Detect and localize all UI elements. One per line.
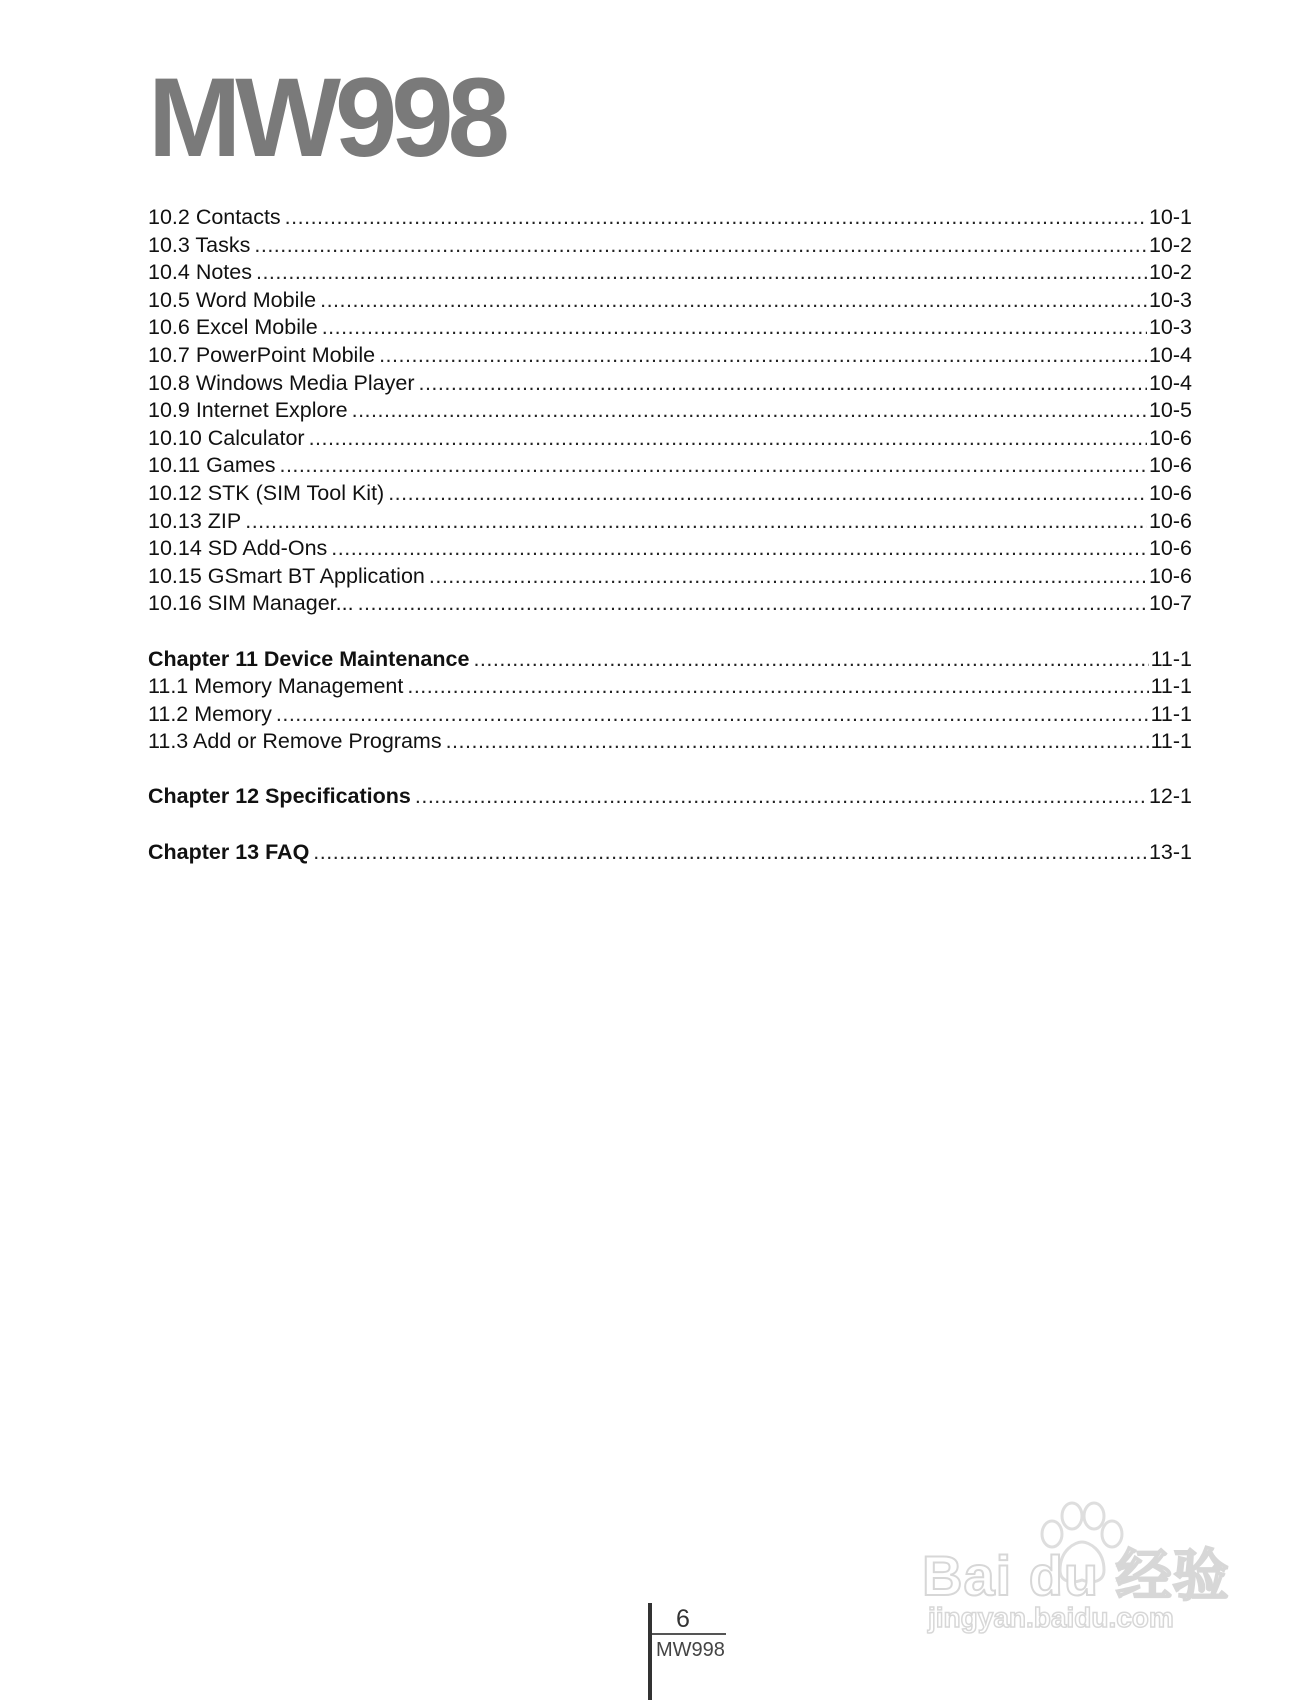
toc-entry (148, 452, 1192, 480)
toc-entry-page: 13-1 (1148, 839, 1192, 864)
toc-entry (148, 287, 1192, 315)
toc-entry-page: 11-1 (1150, 729, 1192, 754)
toc-leader-dots (313, 839, 1147, 867)
toc-entry-label: 10.4 Notes (148, 260, 252, 285)
toc-leader-dots (331, 535, 1147, 563)
toc-leader-dots (446, 728, 1149, 756)
toc-leader-dots (254, 232, 1147, 260)
toc-leader-dots (285, 204, 1147, 232)
toc-entry (148, 701, 1192, 729)
toc-entry-label: Chapter 12 Specifications (148, 784, 411, 809)
toc-entry (148, 397, 1192, 425)
toc-entry (148, 314, 1192, 342)
toc-leader-dots (276, 701, 1149, 729)
toc-entry-label: 10.7 PowerPoint Mobile (148, 342, 376, 367)
toc-entry-label: 10.11 Games (148, 453, 276, 478)
toc-entry-page: 10-3 (1148, 287, 1192, 312)
footer-model-name: MW998 (656, 1639, 725, 1661)
toc-entry (148, 590, 1192, 618)
toc-entry-page: 10-5 (1148, 398, 1192, 423)
toc-entry-page: 10-4 (1148, 370, 1192, 395)
toc-entry-page: 10-6 (1148, 425, 1192, 450)
footer-divider (648, 1603, 652, 1700)
toc-entry-page: 10-6 (1148, 480, 1192, 505)
toc-entry-page: 10-2 (1148, 260, 1192, 285)
toc-leader-dots (245, 508, 1147, 536)
toc-entry-page: 10-6 (1148, 563, 1192, 588)
toc-entry (148, 204, 1192, 232)
toc-leader-dots (415, 783, 1147, 811)
toc-leader-dots (379, 342, 1147, 370)
toc-entry-page: 10-6 (1148, 536, 1192, 561)
toc-entry-page: 10-4 (1148, 342, 1192, 367)
toc-entry-page: 10-7 (1148, 591, 1192, 616)
toc-entry (148, 783, 1192, 811)
toc-entry-page: 10-6 (1148, 453, 1192, 478)
toc-leader-dots (309, 425, 1147, 453)
toc-entry-label: 10.2 Contacts (148, 205, 281, 229)
toc-entry-label: 10.9 Internet Explore (148, 398, 348, 423)
toc-entry-page: 10-3 (1148, 315, 1192, 340)
toc-entry-label: 10.16 SIM Manager... (148, 591, 354, 616)
toc-leader-dots (352, 397, 1147, 425)
toc-entry-label: Chapter 11 Device Maintenance (148, 646, 470, 671)
watermark-url: jingyan.baidu.com (928, 1602, 1174, 1633)
toc-leader-dots (473, 646, 1148, 674)
table-of-contents (148, 204, 1192, 866)
toc-entry-label: 10.10 Calculator (148, 425, 305, 450)
toc-entry (148, 563, 1192, 591)
toc-entry-page: 10-1 (1148, 205, 1192, 229)
toc-leader-dots (320, 287, 1147, 315)
toc-entry-page: 11-1 (1150, 646, 1192, 671)
toc-entry (148, 646, 1192, 674)
toc-leader-dots (279, 452, 1146, 480)
toc-leader-dots (429, 563, 1147, 591)
toc-entry (148, 342, 1192, 370)
toc-entry-label: 10.6 Excel Mobile (148, 315, 318, 340)
toc-entry-label: 10.13 ZIP (148, 508, 242, 533)
toc-entry (148, 370, 1192, 398)
toc-entry-label: 10.5 Word Mobile (148, 287, 317, 312)
toc-entry (148, 728, 1192, 756)
toc-leader-dots (388, 480, 1147, 508)
toc-entry-page: 11-1 (1150, 701, 1192, 726)
document-title: MW998 (148, 55, 504, 180)
toc-entry-label: Chapter 13 FAQ (148, 839, 310, 864)
toc-entry (148, 480, 1192, 508)
toc-entry-label: 10.8 Windows Media Player (148, 370, 415, 395)
toc-entry-label: 10.15 GSmart BT Application (148, 563, 425, 588)
toc-entry-page: 10-6 (1148, 508, 1192, 533)
toc-entry-page: 10-2 (1148, 232, 1192, 257)
toc-entry-label: 10.12 STK (SIM Tool Kit) (148, 480, 385, 505)
watermark-brand: Bai du 经验 (922, 1544, 1230, 1607)
toc-entry (148, 232, 1192, 260)
page-number: 6 (676, 1605, 690, 1633)
toc-entry-page: 12-1 (1148, 784, 1192, 809)
baidu-watermark (922, 1500, 1232, 1633)
toc-leader-dots (358, 590, 1147, 618)
toc-entry (148, 508, 1192, 536)
toc-entry-page: 11-1 (1150, 674, 1192, 699)
toc-leader-dots (407, 673, 1148, 701)
toc-entry (148, 839, 1192, 867)
toc-entry (148, 673, 1192, 701)
toc-entry (148, 535, 1192, 563)
toc-leader-dots (322, 314, 1147, 342)
toc-entry-label: 11.2 Memory (148, 701, 272, 726)
toc-entry-label: 10.14 SD Add-Ons (148, 536, 328, 561)
toc-leader-dots (418, 370, 1146, 398)
toc-entry-label: 11.3 Add or Remove Programs (148, 729, 442, 754)
toc-entry (148, 425, 1192, 453)
toc-entry (148, 259, 1192, 287)
toc-entry-label: 11.1 Memory Management (148, 674, 404, 699)
toc-entry-label: 10.3 Tasks (148, 232, 251, 257)
toc-leader-dots (256, 259, 1147, 287)
